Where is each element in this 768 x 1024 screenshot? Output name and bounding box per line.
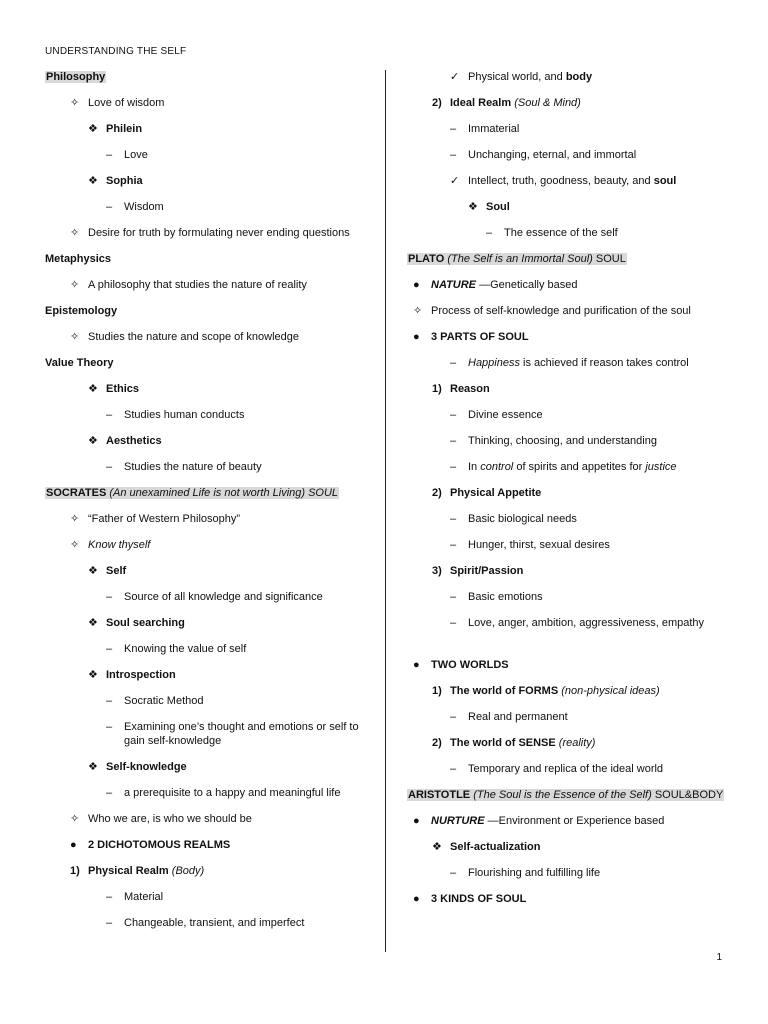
list-item: ✧ Love of wisdom <box>70 97 165 109</box>
list-item: ❖ Aesthetics <box>88 435 162 447</box>
list-item: 2) Ideal Realm (Soul & Mind) <box>432 97 581 109</box>
dash-icon: – <box>106 149 113 161</box>
diamond-filled-icon: ❖ <box>88 565 98 577</box>
dash-icon: – <box>106 891 113 903</box>
dash-icon: – <box>450 357 457 369</box>
list-item: – The essence of the self <box>486 227 618 239</box>
list-item: ❖ Soul searching <box>88 617 185 629</box>
heading-plato: PLATO (The Self is an Immortal Soul) SOUL <box>408 253 626 265</box>
dash-icon: – <box>450 435 457 447</box>
list-item: – Studies the nature of beauty <box>106 461 262 473</box>
list-item: ❖ Soul <box>468 201 510 213</box>
dash-icon: – <box>106 787 113 799</box>
list-item: – Source of all knowledge and significance <box>106 591 323 603</box>
dash-icon: – <box>106 461 113 473</box>
bullet-icon: ● <box>413 893 420 905</box>
list-item: – Basic biological needs <box>450 513 577 525</box>
diamond-filled-icon: ❖ <box>88 123 98 135</box>
diamond-filled-icon: ❖ <box>88 435 98 447</box>
list-item: ✧ A philosophy that studies the nature of reality <box>70 279 307 291</box>
list-item: – Happiness is achieved if reason takes control <box>450 357 689 369</box>
heading-metaphysics: Metaphysics <box>45 253 112 265</box>
list-item: ✧ Process of self-knowledge and purification of the soul <box>413 305 691 317</box>
list-item: – Love, anger, ambition, aggressiveness, empathy <box>450 617 705 629</box>
dash-icon: – <box>106 201 113 213</box>
dash-icon: – <box>450 149 457 161</box>
dash-icon: – <box>450 867 457 879</box>
list-item: ● 3 KINDS OF SOUL <box>413 893 527 905</box>
list-item: ✓ Physical world, and body <box>450 71 593 83</box>
list-item: – Material <box>106 891 164 903</box>
bullet-icon: ● <box>413 331 420 343</box>
list-item: – Flourishing and fulfilling life <box>450 867 601 879</box>
list-item: – Knowing the value of self <box>106 643 247 655</box>
diamond-outline-icon: ✧ <box>70 331 80 343</box>
list-item: – Socratic Method <box>106 695 204 707</box>
list-item: ● NATURE —Genetically based <box>413 279 578 291</box>
list-item: ❖ Self <box>88 565 127 577</box>
list-item: ❖ Introspection <box>88 669 176 681</box>
diamond-outline-icon: ✧ <box>413 305 423 317</box>
list-item: 2) Physical Appetite <box>432 487 542 499</box>
list-item: – Temporary and replica of the ideal world <box>450 763 664 775</box>
list-item: – Love <box>106 149 148 161</box>
page-header: UNDERSTANDING THE SELF <box>45 46 187 57</box>
diamond-filled-icon: ❖ <box>468 201 478 213</box>
dash-icon: – <box>106 917 113 929</box>
diamond-outline-icon: ✧ <box>70 227 80 239</box>
dash-icon: – <box>106 695 113 707</box>
left-column <box>45 70 375 942</box>
check-icon: ✓ <box>450 175 460 187</box>
list-item: ● 2 DICHOTOMOUS REALMS <box>70 839 231 851</box>
diamond-filled-icon: ❖ <box>88 383 98 395</box>
list-item: 1) Physical Realm (Body) <box>70 865 205 877</box>
heading-epistemology: Epistemology <box>45 305 118 317</box>
list-item: – a prerequisite to a happy and meaningful life <box>106 787 341 799</box>
list-item: ✧ Who we are, is who we should be <box>70 813 252 825</box>
list-item: ❖ Self-actualization <box>432 841 541 853</box>
bullet-icon: ● <box>413 815 420 827</box>
list-item: 2) The world of SENSE (reality) <box>432 737 596 749</box>
dash-icon: – <box>106 409 113 421</box>
dash-icon: – <box>450 711 457 723</box>
dash-icon: – <box>486 227 493 239</box>
column-divider <box>385 70 386 952</box>
diamond-filled-icon: ❖ <box>88 175 98 187</box>
list-item: – Hunger, thirst, sexual desires <box>450 539 610 551</box>
diamond-filled-icon: ❖ <box>88 761 98 773</box>
dash-icon: – <box>106 591 113 603</box>
list-item: – Examining one’s thought and emotions or self to gain self-knowledge <box>106 721 359 747</box>
heading-value-theory: Value Theory <box>45 357 114 369</box>
check-icon: ✓ <box>450 71 460 83</box>
dash-icon: – <box>450 409 457 421</box>
bullet-icon: ● <box>413 659 420 671</box>
diamond-filled-icon: ❖ <box>432 841 442 853</box>
dash-icon: – <box>450 591 457 603</box>
page-number: 1 <box>716 952 722 963</box>
dash-icon: – <box>450 539 457 551</box>
heading-philosophy: Philosophy <box>46 71 106 83</box>
bullet-icon: ● <box>413 279 420 291</box>
diamond-outline-icon: ✧ <box>70 279 80 291</box>
right-column <box>407 70 737 918</box>
dash-icon: – <box>450 123 457 135</box>
list-item: 3) Spirit/Passion <box>432 565 524 577</box>
list-item: – Basic emotions <box>450 591 543 603</box>
list-item: ✧ Know thyself <box>70 539 151 551</box>
diamond-outline-icon: ✧ <box>70 513 80 525</box>
diamond-outline-icon: ✧ <box>70 539 80 551</box>
list-item: ❖ Self-knowledge <box>88 761 187 773</box>
spacer <box>407 642 737 658</box>
list-item: ❖ Ethics <box>88 383 140 395</box>
list-item: ✓ Intellect, truth, goodness, beauty, and soul <box>450 175 677 187</box>
list-item: ❖ Sophia <box>88 175 143 187</box>
list-item: – Changeable, transient, and imperfect <box>106 917 305 929</box>
list-item: ● TWO WORLDS <box>413 659 509 671</box>
dash-icon: – <box>450 513 457 525</box>
list-item: – Wisdom <box>106 201 164 213</box>
list-item: – Studies human conducts <box>106 409 245 421</box>
diamond-outline-icon: ✧ <box>70 97 80 109</box>
dash-icon: – <box>106 721 113 733</box>
list-item: – Immaterial <box>450 123 520 135</box>
heading-aristotle: ARISTOTLE (The Soul is the Essence of the Self) SOUL&BODY <box>408 789 724 801</box>
list-item: – Real and permanent <box>450 711 568 723</box>
dash-icon: – <box>106 643 113 655</box>
list-item: – Thinking, choosing, and understanding <box>450 435 657 447</box>
dash-icon: – <box>450 461 457 473</box>
diamond-filled-icon: ❖ <box>88 669 98 681</box>
list-item: ✧ Desire for truth by formulating never ending questions <box>70 227 350 239</box>
list-item: ✧ Studies the nature and scope of knowledge <box>70 331 299 343</box>
list-item: ● 3 PARTS OF SOUL <box>413 331 529 343</box>
list-item: – Unchanging, eternal, and immortal <box>450 149 637 161</box>
bullet-icon: ● <box>70 839 77 851</box>
list-item: – Divine essence <box>450 409 543 421</box>
diamond-filled-icon: ❖ <box>88 617 98 629</box>
diamond-outline-icon: ✧ <box>70 813 80 825</box>
list-item: ❖ Philein <box>88 123 143 135</box>
list-item: – In control of spirits and appetites for justice <box>450 461 677 473</box>
list-item: ● NURTURE —Environment or Experience based <box>413 815 665 827</box>
list-item: 1) Reason <box>432 383 490 395</box>
list-item: ✧ “Father of Western Philosophy” <box>70 513 241 525</box>
list-item: 1) The world of FORMS (non-physical ideas) <box>432 685 660 697</box>
dash-icon: – <box>450 763 457 775</box>
dash-icon: – <box>450 617 457 629</box>
heading-socrates: SOCRATES (An unexamined Life is not worth Living) SOUL <box>46 487 339 499</box>
